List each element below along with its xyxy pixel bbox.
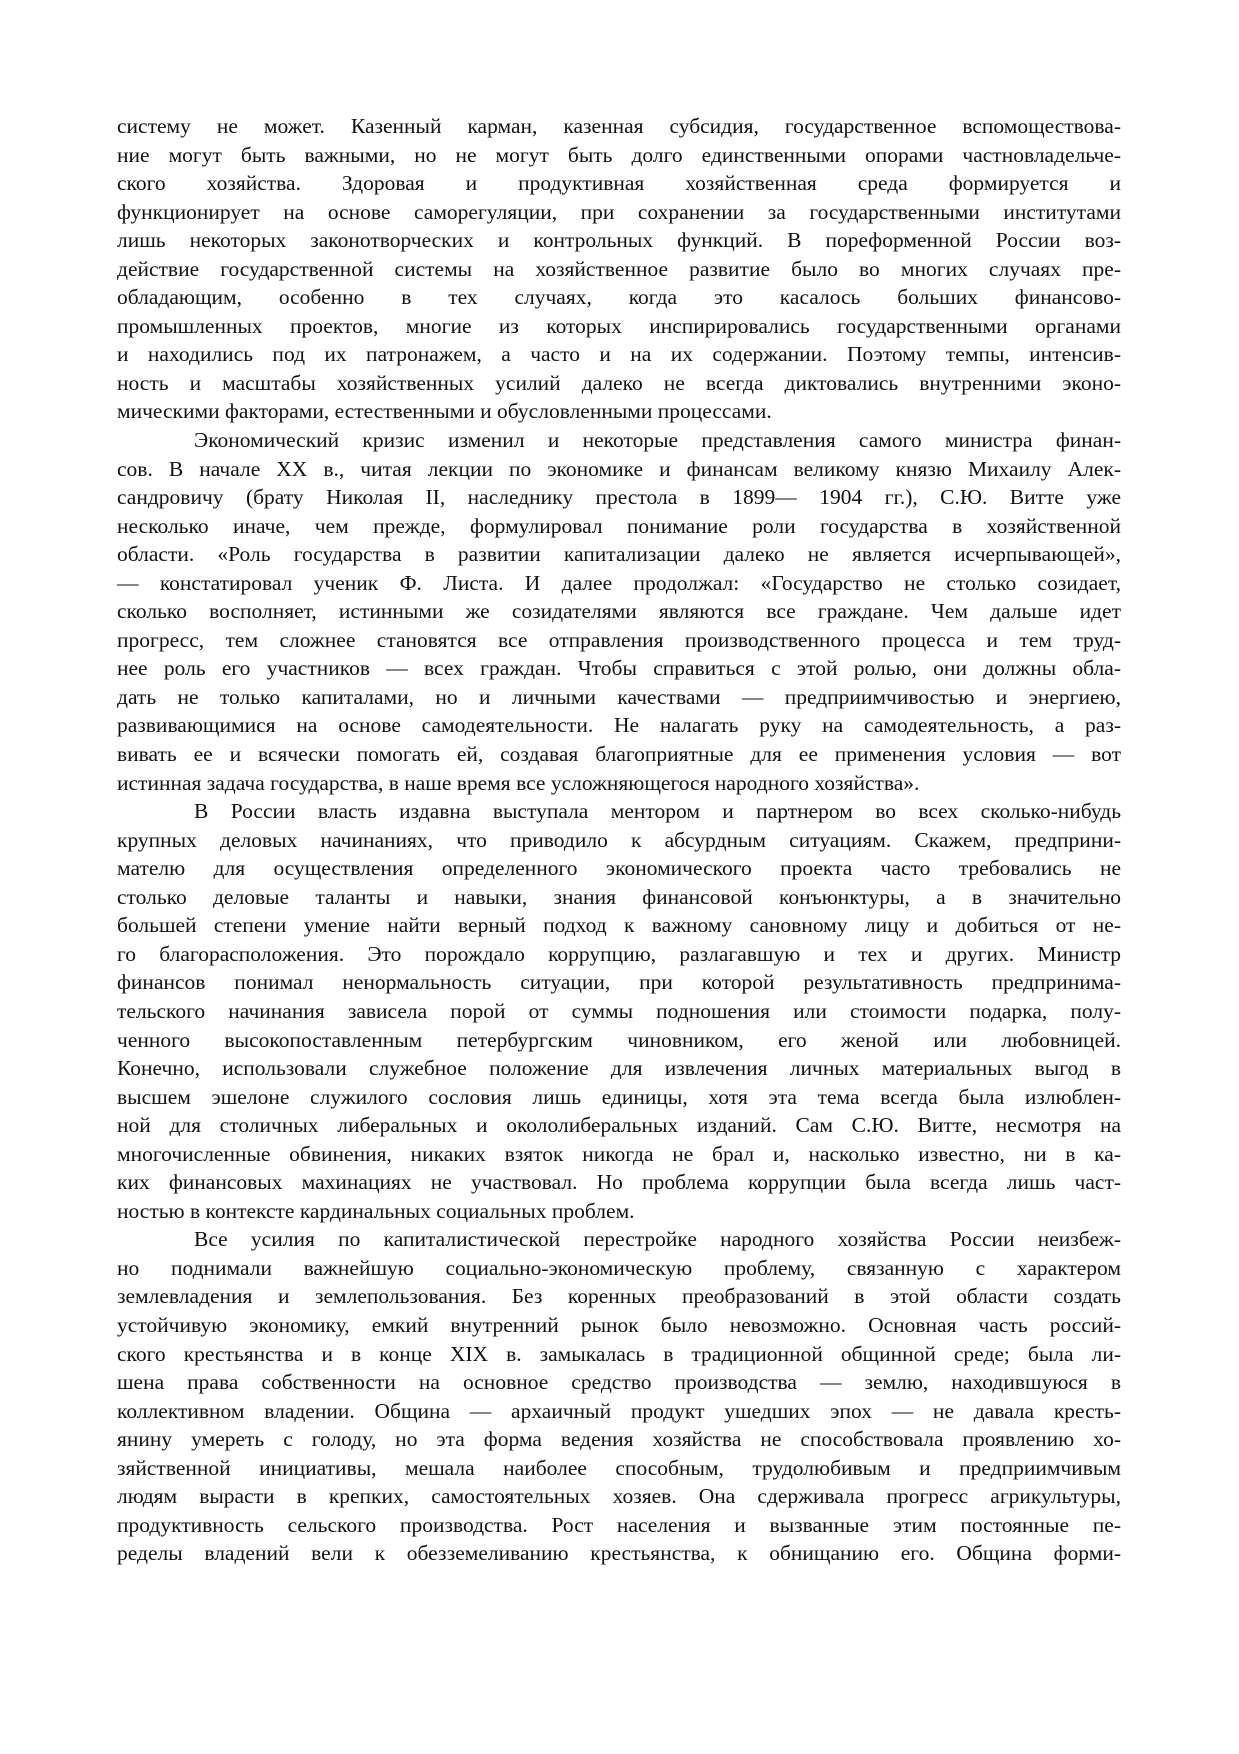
text-line: финансов понимал ненормальность ситуации, при которой результативность предпринима- (117, 970, 1121, 995)
text-line: прогресс, тем сложнее становятся все отправления производственного процесса и тем труд- (117, 627, 1121, 652)
text-line: людям вырасти в крепких, самостоятельных хозяев. Она сдерживала прогресс агрикультуры, (117, 1484, 1121, 1509)
text-line: Конечно, использовали служебное положение для извлечения личных материальных выгод в (117, 1056, 1121, 1081)
text-line: сколько восполняет, истинными же созидателями являются все граждане. Чем дальше идет (117, 599, 1121, 624)
text-line: ность и масштабы хозяйственных усилий далеко не всегда диктовались внутренними эконо- (117, 370, 1121, 395)
text-line: ние могут быть важными, но не могут быть долго единственными опорами частновладельче- (117, 142, 1121, 167)
text-line: промышленных проектов, многие из которых инспирировались государственными органами (117, 313, 1121, 338)
paragraph (117, 112, 1121, 426)
text-line: большей степени умение найти верный подход к важному сановному лицу и добиться от не- (117, 913, 1121, 938)
text-line: области. «Роль государства в развитии капитализации далеко не является исчерпывающей», (117, 542, 1121, 567)
text-line: истинная задача государства, в наше время все усложняющегося народного хозяйства». (117, 770, 920, 795)
text-line: дать не только капиталами, но и личными качествами — предприимчивостью и энергиею, (117, 684, 1121, 709)
text-line: тельского начинания зависела порой от суммы подношения или стоимости подарка, полу- (117, 998, 1121, 1023)
text-line: ского крестьянства и в конце XIX в. замыкалась в традиционной общинной среде; была ли- (117, 1341, 1121, 1366)
text-line: систему не может. Казенный карман, казенная субсидия, государственное вспомоществова- (117, 114, 1121, 138)
paragraph (117, 797, 1121, 1225)
text-line: — констатировал ученик Ф. Листа. И далее продолжал: «Государство не столько созидает, (117, 570, 1121, 595)
text-line: но поднимали важнейшую социально-экономическую проблему, связанную с характером (117, 1255, 1121, 1280)
text-line: крупных деловых начинаниях, что приводило к абсурдным ситуациям. Скажем, предприни- (117, 827, 1121, 852)
text-line: лишь некоторых законотворческих и контрольных функций. В пореформенной России воз- (117, 228, 1121, 253)
text-line: ченного высокопоставленным петербургским чиновником, его женой или любовницей. (117, 1027, 1121, 1052)
text-line: ких финансовых махинациях не участвовал. Но проблема коррупции была всегда лишь част- (117, 1170, 1121, 1195)
text-line: мическими факторами, естественными и обусловленными процессами. (117, 399, 772, 424)
paragraph (117, 426, 1121, 797)
text-line: устойчивую экономику, емкий внутренний рынок было невозможно. Основная часть россий- (117, 1312, 1121, 1337)
text-line: функционирует на основе саморегуляции, при сохранении за государственными институтами (117, 199, 1121, 224)
text-line: столько деловые таланты и навыки, знания финансовой конъюнктуры, а в значительно (117, 884, 1121, 909)
text-line: мателю для осуществления определенного экономического проекта часто требовались не (117, 856, 1121, 881)
text-line: и находились под их патронажем, а часто и на их содержании. Поэтому темпы, интенсив- (117, 342, 1121, 367)
text-line: нее роль его участников — всех граждан. Чтобы справиться с этой ролью, они должны обла- (117, 656, 1121, 681)
text-line: продуктивность сельского производства. Рост населения и вызванные этим постоянные пе- (117, 1512, 1121, 1537)
text-line: ского хозяйства. Здоровая и продуктивная хозяйственная среда формируется и (117, 171, 1121, 196)
text-line: несколько иначе, чем прежде, формулировал понимание роли государства в хозяйственной (117, 513, 1121, 538)
text-line: развивающимися на основе самодеятельности. Не налагать руку на самодеятельность, а раз- (117, 713, 1121, 738)
text-line: действие государственной системы на хозяйственное развитие было во многих случаях пре- (117, 256, 1121, 281)
text-line: вивать ее и всячески помогать ей, создавая благоприятные для ее применения условия — вот (117, 742, 1121, 767)
text-line: Экономический кризис изменил и некоторые представления самого министра финан- (194, 428, 1121, 453)
text-line: обладающим, особенно в тех случаях, когда это касалось больших финансово- (117, 285, 1121, 310)
text-line: зяйственной инициативы, мешала наиболее способным, трудолюбивым и предприимчивым (117, 1455, 1121, 1480)
text-line: сандровичу (брату Николая II, наследнику престола в 1899— 1904 гг.), С.Ю. Витте уже (117, 485, 1121, 510)
text-line: многочисленные обвинения, никаких взяток никогда не брал и, насколько известно, ни в ка- (117, 1141, 1121, 1166)
text-line: В России власть издавна выступала ментором и партнером во всех сколько-нибудь (194, 799, 1121, 824)
text-line: землевладения и землепользования. Без коренных преобразований в этой области создать (117, 1284, 1121, 1309)
text-line: шена права собственности на основное средство производства — землю, находившуюся в (117, 1370, 1121, 1395)
text-line: ностью в контексте кардинальных социальных проблем. (117, 1198, 635, 1223)
text-line: янину умереть с голоду, но эта форма ведения хозяйства не способствовала проявлению хо- (117, 1427, 1121, 1452)
text-line: ределы владений вели к обезземеливанию крестьянства, к обнищанию его. Община форми- (117, 1541, 1121, 1566)
text-line: ной для столичных либеральных и окололиберальных изданий. Сам С.Ю. Витте, несмотря на (117, 1113, 1121, 1138)
paragraph (117, 1225, 1121, 1568)
text-line: высшем эшелоне служилого сословия лишь единицы, хотя эта тема всегда была излюблен- (117, 1084, 1121, 1109)
text-line: Все усилия по капиталистической перестройке народного хозяйства России неизбеж- (194, 1227, 1121, 1252)
text-line: сов. В начале XX в., читая лекции по экономике и финансам великому князю Михаилу Алек- (117, 456, 1121, 481)
text-line: го благорасположения. Это порождало коррупцию, разлагавшую и тех и других. Министр (117, 941, 1121, 966)
document-page (117, 112, 1121, 1568)
text-line: коллективном владении. Община — архаичный продукт ушедших эпох — не давала кресть- (117, 1398, 1121, 1423)
